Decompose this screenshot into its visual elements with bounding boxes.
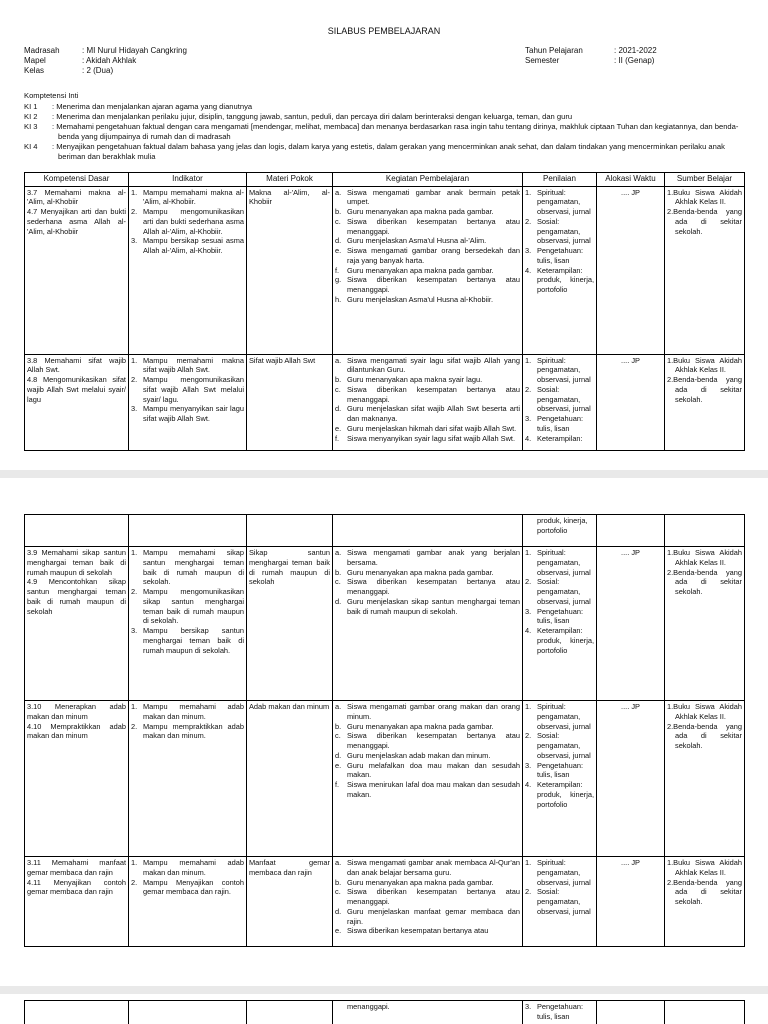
indikator-item: 2. Mampu mengomunikasikan sifat wajib Allah Swt melalui syair/ lagu.: [131, 375, 244, 404]
sumber-belajar-item: 1.Buku Siswa Akidah Akhlak Kelas II.: [667, 187, 742, 207]
materi-pokok-text: Sifat wajib Allah Swt: [249, 355, 316, 365]
penilaian-item: 4. Keterampilan:: [525, 433, 583, 443]
header-penilaian: Penilaian: [523, 173, 597, 187]
kegiatan-item: a. Siswa mengamati syair lagu sifat wajib Allah yang dilantunkan Guru.: [335, 355, 520, 375]
materi-pokok-cell: [247, 701, 333, 857]
meta-label: Madrasah: [24, 46, 60, 55]
penilaian-item: 4. Keterampilan: produk, kinerja, portofolio: [525, 626, 594, 655]
meta-value: : Akidah Akhlak: [82, 56, 137, 65]
kegiatan-item: f. Siswa menyanyikan syair lagu sifat wajib Allah Swt.: [335, 433, 516, 443]
kegiatan-item: b. Guru menanyakan apa makna pada gambar.: [335, 877, 494, 887]
penilaian-item: 1. Spiritual: pengamatan, observasi, jurnal: [525, 187, 591, 217]
page-3: [0, 994, 768, 1024]
meta-right: [525, 46, 745, 66]
kegiatan-item: e. Guru melafalkan doa mau makan dan sesudah makan.: [335, 760, 520, 780]
kegiatan-item-list: [335, 188, 520, 305]
indikator-item-list: [131, 702, 244, 741]
kegiatan-item: a. Siswa mengamati gambar anak yang berjalan bersama.: [335, 548, 520, 567]
header-kegiatan: Kegiatan Pembelajaran: [333, 173, 523, 187]
sumber-belajar-item: 2.Benda-benda yang ada di sekitar sekolah.: [667, 207, 742, 236]
penilaian-item: 2. Sosial: pengamatan, observasi, jurnal: [525, 731, 591, 760]
indikator-item: 3. Mampu bersikap sesuai asma Allah al-'Alim, al-Khobiir.: [131, 236, 244, 256]
meta-value: : II (Genap): [614, 56, 655, 65]
silabus-table-page-1: [24, 172, 745, 451]
penilaian-item: 4. Keterampilan: produk, kinerja, portofolio: [525, 265, 594, 295]
penilaian-item: 3. Pengetahuan: tulis, lisan: [525, 606, 584, 626]
penilaian-continued: 3. Pengetahuan: tulis, lisan: [525, 1002, 584, 1021]
alokasi-waktu-text: .... JP: [621, 187, 640, 197]
kompetensi-dasar-text: 3.7 Memahami makna al-'Alim, al-Khobiir 4.7 Menyajikan arti dan bukti sederhana asma Allah al-'Alim, al-Khobiir: [27, 187, 126, 236]
penilaian-item-list: [525, 858, 594, 917]
document-title: SILABUS PEMBELAJARAN: [327, 26, 441, 36]
penilaian-item-list: [525, 188, 594, 295]
indikator-cell: [129, 547, 247, 701]
indikator-item-list: [131, 858, 244, 897]
indikator-item: 2. Mampu mengomunikasikan sikap santun menghargai teman baik di rumah maupun di sekolah.: [131, 587, 244, 626]
kompetensi-dasar-cell: [25, 547, 129, 701]
indikator-item-list: [131, 356, 244, 424]
kompetensi-dasar-text: 3.8 Memahami sifat wajib Allah Swt. 4.8 Mengomunikasikan sifat wajib Allah Swt melalui syair/ lagu: [27, 355, 126, 404]
silabus-table-page-3: [24, 1000, 745, 1024]
penilaian-item: 2. Sosial: pengamatan, observasi, jurnal: [525, 384, 591, 414]
sumber-belajar-cell: [665, 186, 745, 354]
penilaian-item: 3. Pengetahuan: tulis, lisan: [525, 414, 584, 433]
header-kompetensi-dasar: Kompetensi Dasar: [25, 173, 129, 187]
penilaian-cell: [523, 354, 597, 450]
alokasi-waktu-cell: [597, 354, 665, 450]
indikator-item: 2. Mampu mempraktikkan adab makan dan minum.: [131, 721, 244, 741]
penilaian-item: 1. Spiritual: pengamatan, observasi, jurnal: [525, 858, 591, 887]
table-row: [25, 186, 745, 354]
sumber-belajar-item: 1.Buku Siswa Akidah Akhlak Kelas II.: [667, 702, 742, 721]
materi-pokok-text: Sikap santun menghargai teman baik di rumah maupun di sekolah: [249, 548, 330, 587]
alokasi-waktu-cell: [597, 701, 665, 857]
sumber-belajar-item: 2.Benda-benda yang ada di sekitar sekolah.: [667, 375, 742, 404]
kegiatan-item: g. Siswa diberikan kesempatan bertanya atau menanggapi.: [335, 275, 520, 295]
kegiatan-item: c. Siswa diberikan kesempatan bertanya atau menanggapi.: [335, 577, 520, 597]
sumber-belajar-cell: [665, 547, 745, 701]
kegiatan-cell: [333, 547, 523, 701]
alokasi-waktu-text: .... JP: [621, 858, 640, 867]
sumber-belajar-item: 2.Benda-benda yang ada di sekitar sekolah.: [667, 567, 742, 597]
materi-pokok-text: Manfaat gemar membaca dan rajin: [249, 858, 330, 877]
kegiatan-item: h. Guru menjelaskan Asma'ul Husna al-Khobiir.: [335, 294, 494, 304]
kegiatan-item: d. Guru menjelaskan manfaat gemar membaca dan rajin.: [335, 906, 520, 926]
kegiatan-item-list: [335, 858, 520, 936]
penilaian-item-list: [525, 548, 594, 655]
penilaian-item: 2. Sosial: pengamatan, observasi, jurnal: [525, 216, 591, 246]
kegiatan-item: e. Siswa mengamati gambar orang bersedekah dan raja yang banyak harta.: [335, 246, 520, 265]
penilaian-cell: [523, 857, 597, 947]
kegiatan-item: a. Siswa mengamati gambar anak membaca Al-Qur'an dan anak belajar bersama guru.: [335, 858, 520, 877]
kegiatan-item: b. Guru menanyakan apa makna pada gambar.: [335, 567, 494, 577]
penilaian-item: 1. Spiritual: pengamatan, observasi, jurnal: [525, 355, 591, 385]
kegiatan-item: c. Siswa diberikan kesempatan bertanya atau menanggapi.: [335, 384, 520, 404]
header-materi-pokok: Materi Pokok: [247, 173, 333, 187]
sumber-belajar-item: 1.Buku Siswa Akidah Akhlak Kelas II.: [667, 548, 742, 567]
materi-pokok-cell: [247, 354, 333, 450]
kegiatan-item: e. Guru menjelaskan hikmah dari sifat wajib Allah Swt.: [335, 423, 517, 433]
kegiatan-item: d. Guru menjelaskan Asma'ul Husna al-'Alim.: [335, 236, 487, 246]
kompetensi-dasar-text: 3.9 Memahami sikap santun menghargai teman baik di rumah maupun di sekolah 4.9 Mencontohkan sikap santun menghargai teman baik di rumah maupun di sekolah: [27, 548, 126, 616]
penilaian-item: 4. Keterampilan: produk, kinerja, portofolio: [525, 780, 594, 809]
indikator-item: 1. Mampu memahami makna sifat wajib Allah Swt.: [131, 355, 244, 375]
materi-pokok-text: Adab makan dan minum: [249, 702, 330, 711]
kegiatan-cell: [333, 701, 523, 857]
penilaian-item: 3. Pengetahuan: tulis, lisan: [525, 760, 584, 780]
penilaian-item: 2. Sosial: pengamatan, observasi, jurnal: [525, 887, 591, 916]
meta-label: Mapel: [24, 56, 46, 65]
kegiatan-item-list: [335, 356, 520, 444]
kegiatan-item: a. Siswa mengamati gambar anak bermain petak umpet.: [335, 187, 520, 207]
table-row: [25, 701, 745, 857]
kompetensi-dasar-text: 3.11 Memahami manfaat gemar membaca dan rajin 4.11 Menyajikan contoh gemar membaca dan rajin: [27, 858, 126, 897]
penilaian-item: 1. Spiritual: pengamatan, observasi, jurnal: [525, 702, 591, 731]
alokasi-waktu-text: .... JP: [621, 702, 640, 711]
indikator-item: 2. Mampu Menyajikan contoh gemar membaca dan rajin.: [131, 877, 244, 897]
kegiatan-item-list: [335, 548, 520, 616]
kegiatan-item: b. Guru menanyakan apa makna syair lagu.: [335, 375, 483, 385]
kompetensi-dasar-cell: [25, 186, 129, 354]
kegiatan-continued: menanggapi.: [347, 1002, 390, 1011]
page-1: [0, 0, 768, 470]
ki-row: KI 1 : Menerima dan menjalankan ajaran agama yang dianutnya: [24, 102, 253, 112]
sumber-belajar-item: 1.Buku Siswa Akidah Akhlak Kelas II.: [667, 858, 742, 877]
table-row-continued: [25, 1001, 745, 1024]
kegiatan-item: d. Guru menjelaskan sikap santun menghargai teman baik di rumah maupun di sekolah.: [335, 596, 520, 616]
kegiatan-item: b. Guru menanyakan apa makna pada gambar.: [335, 207, 494, 217]
indikator-item-list: [131, 548, 244, 655]
table-row: [25, 354, 745, 450]
sumber-belajar-cell: [665, 701, 745, 857]
kegiatan-item: d. Guru menjelaskan adab makan dan minum.: [335, 750, 491, 760]
alokasi-waktu-text: .... JP: [621, 355, 640, 365]
sumber-belajar-item: 2.Benda-benda yang ada di sekitar sekolah.: [667, 721, 742, 751]
materi-pokok-text: Makna al-'Alim, al-Khobiir: [249, 187, 330, 207]
meta-value: : MI Nurul Hidayah Cangkring: [82, 46, 187, 55]
penilaian-item-list: [525, 702, 594, 809]
indikator-cell: [129, 186, 247, 354]
penilaian-cell: [523, 186, 597, 354]
kegiatan-item: e. Siswa diberikan kesempatan bertanya atau: [335, 926, 489, 936]
penilaian-item: 2. Sosial: pengamatan, observasi, jurnal: [525, 577, 591, 606]
indikator-item: 3. Mampu bersikap santun menghargai teman baik di rumah maupun di sekolah.: [131, 626, 244, 655]
penilaian-cell: [523, 547, 597, 701]
indikator-cell: [129, 857, 247, 947]
header-indikator: Indikator: [129, 173, 247, 187]
indikator-cell: [129, 354, 247, 450]
kegiatan-item: c. Siswa diberikan kesempatan bertanya atau menanggapi.: [335, 887, 520, 907]
kegiatan-cell: [333, 354, 523, 450]
meta-value: : 2 (Dua): [82, 66, 114, 75]
kegiatan-item: f. Siswa menirukan lafal doa mau makan dan sesudah makan.: [335, 780, 520, 799]
kompetensi-dasar-cell: [25, 354, 129, 450]
ki-heading: Komptetensi Inti: [24, 91, 79, 100]
meta-label: Semester: [525, 56, 560, 65]
meta-value: : 2021-2022: [614, 46, 657, 55]
ki-row: KI 3 : Memahami pengetahuan faktual dengan cara mengamati [mendengar, melihat, membaca] dan menanya berdasarkan rasa ingin tahu tentang dirinya, makhluk ciptaan Tuhan dan kegiatannya, dan benda-benda yang dijumpainya di rumah dan di madrasah: [24, 122, 739, 142]
kegiatan-cell: [333, 857, 523, 947]
table-header: [25, 173, 745, 187]
kegiatan-item-list: [335, 702, 520, 800]
materi-pokok-cell: [247, 857, 333, 947]
indikator-item: 2. Mampu mengomunikasikan arti dan bukti sederhana asma Allah al-'Alim, al-Khobiir.: [131, 207, 244, 236]
penilaian-continued: produk, kinerja, portofolio: [537, 516, 588, 535]
kegiatan-item: b. Guru menanyakan apa makna pada gambar.: [335, 721, 494, 731]
penilaian-item: 1. Spiritual: pengamatan, observasi, jurnal: [525, 548, 591, 577]
kegiatan-item: a. Siswa mengamati gambar orang makan dan orang minum.: [335, 702, 520, 721]
kegiatan-cell: [333, 186, 523, 354]
indikator-cell: [129, 701, 247, 857]
silabus-table-page-2: [24, 514, 745, 947]
kegiatan-item: c. Siswa diberikan kesempatan bertanya atau menanggapi.: [335, 216, 520, 236]
kompetensi-dasar-text: 3.10 Menerapkan adab makan dan minum 4.10 Mempraktikkan adab makan dan minum: [27, 702, 126, 741]
penilaian-item-list: [525, 356, 594, 444]
sumber-belajar-cell: [665, 354, 745, 450]
alokasi-waktu-cell: [597, 186, 665, 354]
penilaian-item: 3. Pengetahuan: tulis, lisan: [525, 246, 584, 265]
materi-pokok-cell: [247, 186, 333, 354]
sumber-belajar-item: 1.Buku Siswa Akidah Akhlak Kelas II.: [667, 355, 742, 375]
sumber-belajar-cell: [665, 857, 745, 947]
indikator-item-list: [131, 188, 244, 256]
penilaian-cell: [523, 701, 597, 857]
indikator-item: 1. Mampu memahami makna al-'Alim, al-Khobiir.: [131, 187, 244, 207]
kegiatan-item: c. Siswa diberikan kesempatan bertanya atau menanggapi.: [335, 731, 520, 751]
kegiatan-item: f. Guru menanyakan apa makna pada gambar.: [335, 265, 494, 275]
header-alokasi-waktu: Alokasi Waktu: [597, 173, 665, 187]
meta-label: Tahun Pelajaran: [525, 46, 583, 55]
kompetensi-dasar-cell: [25, 857, 129, 947]
alokasi-waktu-cell: [597, 547, 665, 701]
header-sumber-belajar: Sumber Belajar: [665, 173, 745, 187]
table-row-continued: [25, 515, 745, 547]
ki-row: KI 2 : Menerima dan menjalankan perilaku jujur, disiplin, tanggung jawab, santun, peduli, dan percaya diri dalam berinteraksi dengan keluarga, teman, dan guru: [24, 112, 573, 122]
table-row: [25, 857, 745, 947]
materi-pokok-cell: [247, 547, 333, 701]
sumber-belajar-item: 2.Benda-benda yang ada di sekitar sekolah.: [667, 877, 742, 907]
alokasi-waktu-text: .... JP: [621, 548, 640, 557]
kompetensi-inti: [24, 91, 744, 162]
meta-left: [24, 46, 264, 76]
meta-label: Kelas: [24, 66, 45, 75]
kegiatan-item: d. Guru menjelaskan sifat wajib Allah Swt beserta arti dan maknanya.: [335, 404, 520, 424]
ki-row: KI 4 : Menyajikan pengetahuan faktual dalam bahasa yang jelas dan logis, dalam karya yang estetis, dalam gerakan yang mencerminkan anak sehat, dan dalam tindakan yang mencerminkan perilaku anak beriman dan berakhlak mulia: [24, 142, 725, 162]
indikator-item: 1. Mampu memahami sikap santun menghargai teman baik di rumah maupun di sekolah.: [131, 548, 244, 587]
indikator-item: 3. Mampu menyanyikan sair lagu sifat wajib Allah Swt.: [131, 404, 244, 424]
indikator-item: 1. Mampu memahami adab makan dan minum.: [131, 858, 244, 877]
kompetensi-dasar-cell: [25, 701, 129, 857]
indikator-item: 1. Mampu memahami adab makan dan minum.: [131, 702, 244, 721]
table-row: [25, 547, 745, 701]
alokasi-waktu-cell: [597, 857, 665, 947]
page-2: [0, 478, 768, 986]
